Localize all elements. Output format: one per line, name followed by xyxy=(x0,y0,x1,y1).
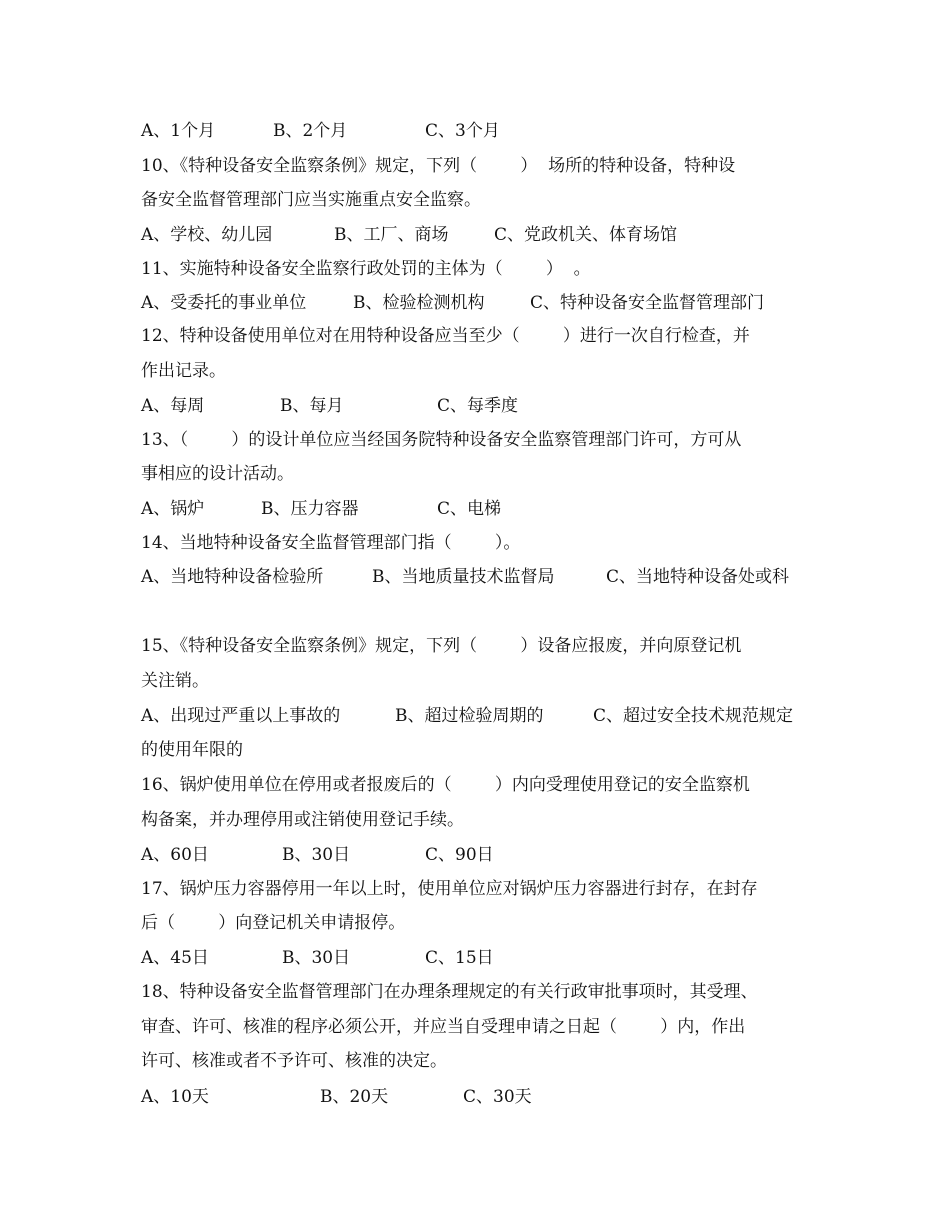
q10-text-line2: 备安全监督管理部门应当实施重点安全监察。 xyxy=(141,190,481,210)
q18-option-b: B、20天 xyxy=(320,1087,389,1107)
q13-option-b: B、压力容器 xyxy=(261,499,359,519)
q10-option-a: A、学校、幼儿园 xyxy=(141,225,273,245)
q16-option-c: C、90日 xyxy=(425,845,494,865)
q12-text-line1: 12、特种设备使用单位对在用特种设备应当至少（ ）进行一次自行检查，并 xyxy=(141,326,750,346)
q12-option-c: C、每季度 xyxy=(437,396,519,416)
q17-option-b: B、30日 xyxy=(282,948,351,968)
q14-option-c: C、当地特种设备处或科 xyxy=(606,567,790,587)
q13-option-c: C、电梯 xyxy=(437,499,502,519)
q18-text-line3: 许可、核准或者不予许可、核准的决定。 xyxy=(141,1051,447,1071)
q15-text-line1: 15、《特种设备安全监察条例》规定，下列（ ）设备应报废，并向原登记机 xyxy=(141,636,742,656)
q11-text-line1: 11、实施特种设备安全监察行政处罚的主体为（ ） 。 xyxy=(141,259,591,279)
q16-text-line2: 构备案，并办理停用或注销使用登记手续。 xyxy=(141,810,464,830)
q18-option-a: A、10天 xyxy=(141,1087,209,1107)
q18-option-c: C、30天 xyxy=(463,1087,532,1107)
q17-option-a: A、45日 xyxy=(141,948,209,968)
q15-option-c-continuation: 的使用年限的 xyxy=(141,740,243,760)
q10-text-line1: 10、《特种设备安全监察条例》规定，下列（ ） 场所的特种设备，特种设 xyxy=(141,156,736,176)
q16-text-line1: 16、锅炉使用单位在停用或者报废后的（ ）内向受理使用登记的安全监察机 xyxy=(141,775,750,795)
q18-text-line1: 18、特种设备安全监督管理部门在办理条理规定的有关行政审批事项时，其受理、 xyxy=(141,982,758,1002)
q17-text-line2: 后（ ）向登记机关申请报停。 xyxy=(141,913,406,933)
q17-text-line1: 17、锅炉压力容器停用一年以上时，使用单位应对锅炉压力容器进行封存，在封存 xyxy=(141,879,758,899)
q15-text-line2: 关注销。 xyxy=(141,671,209,691)
q17-option-c: C、15日 xyxy=(425,948,494,968)
q13-text-line2: 事相应的设计活动。 xyxy=(141,464,294,484)
q9-option-a: A、1个月 xyxy=(141,121,216,141)
q10-option-c: C、党政机关、体育场馆 xyxy=(494,225,678,245)
q14-text-line1: 14、当地特种设备安全监督管理部门指（ ）。 xyxy=(141,533,521,553)
q16-option-b: B、30日 xyxy=(282,845,351,865)
q14-option-b: B、当地质量技术监督局 xyxy=(372,567,555,587)
q16-option-a: A、60日 xyxy=(141,845,209,865)
q9-option-c: C、3个月 xyxy=(425,121,500,141)
q11-option-c: C、特种设备安全监督管理部门 xyxy=(530,293,765,313)
q13-option-a: A、锅炉 xyxy=(141,499,205,519)
q12-text-line2: 作出记录。 xyxy=(141,361,226,381)
q15-option-a: A、出现过严重以上事故的 xyxy=(141,706,341,726)
q18-text-line2: 审查、许可、核准的程序必须公开，并应当自受理申请之日起（ ）内，作出 xyxy=(141,1017,746,1037)
q9-option-b: B、2个月 xyxy=(273,121,348,141)
q12-option-a: A、每周 xyxy=(141,396,205,416)
q11-option-a: A、受委托的事业单位 xyxy=(141,293,307,313)
q11-option-b: B、检验检测机构 xyxy=(353,293,485,313)
q12-option-b: B、每月 xyxy=(280,396,344,416)
q13-text-line1: 13、（ ）的设计单位应当经国务院特种设备安全监察管理部门许可，方可从 xyxy=(141,430,742,450)
q14-option-a: A、当地特种设备检验所 xyxy=(141,567,324,587)
q15-option-b: B、超过检验周期的 xyxy=(395,706,544,726)
q15-option-c: C、超过安全技术规范规定 xyxy=(593,706,794,726)
q10-option-b: B、工厂、商场 xyxy=(334,225,449,245)
